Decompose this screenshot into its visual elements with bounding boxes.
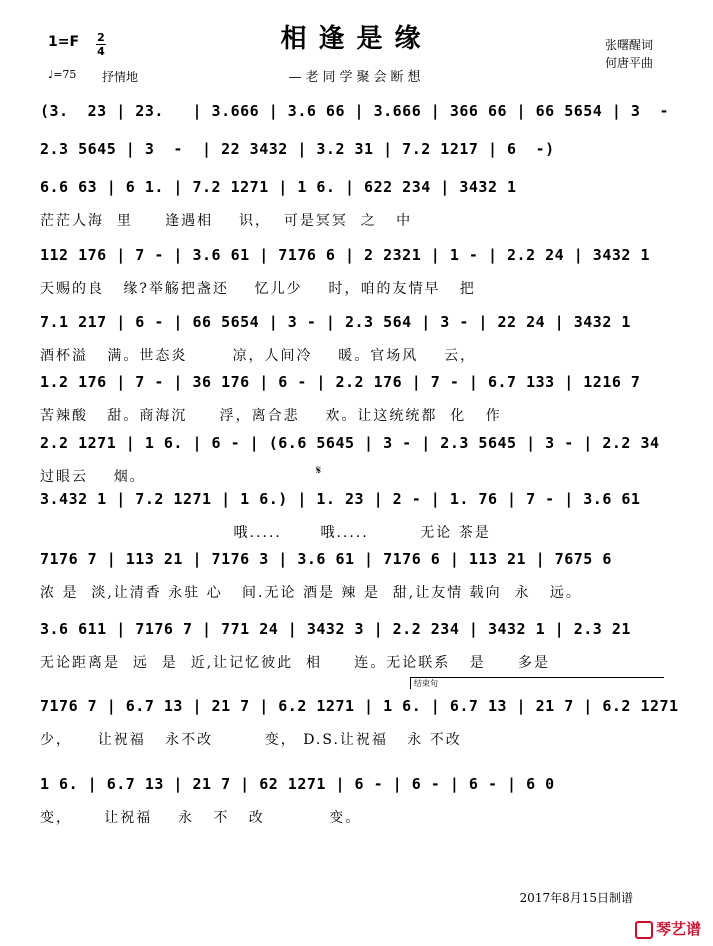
lyric-row: 无论距离是 远 是 近,让记忆彼此 相 连。无论联系 是 多是 xyxy=(40,655,550,671)
tempo-marking: ♩=75 xyxy=(48,68,77,81)
time-signature xyxy=(96,32,106,57)
segno-icon: 𝄋 xyxy=(316,463,322,477)
song-subtitle: —老同学聚会断想 xyxy=(288,70,425,85)
lyric-row: 过眼云 烟。 xyxy=(40,469,146,485)
notation-row: 3.6 611 | 7176 7 | 771 24 | 3432 3 | 2.2 234 | 3432 1 | 2.3 21 xyxy=(40,620,631,638)
notation-row: 6.6 63 | 6 1. | 7.2 1271 | 1 6. | 622 234 | 3432 1 xyxy=(40,178,517,196)
key-signature: 1=F xyxy=(48,34,80,50)
composer: 何唐平曲 xyxy=(604,56,653,70)
transcription-date: 2017年8月15日制谱 xyxy=(519,891,633,905)
coda-bracket: 结束句 xyxy=(410,677,664,689)
notation-row: 2.3 5645 | 3 - | 22 3432 | 3.2 31 | 7.2 1217 | 6 -) xyxy=(40,140,555,158)
notation-row: 112 176 | 7 - | 3.6 61 | 7176 6 | 2 2321 | 1 - | 2.2 24 | 3432 1 xyxy=(40,246,650,264)
notation-row: 1 6. | 6.7 13 | 21 7 | 62 1271 | 6 - | 6 - | 6 - | 6 0 xyxy=(40,775,555,793)
lyric-row: 变， 让祝福 永 不 改 变。 xyxy=(40,810,362,826)
lyricist: 张曙醒词 xyxy=(604,38,653,52)
lyric-row: 天赐的良 缘?举觞把盏还 忆儿少 时，咱的友情早 把 xyxy=(40,281,476,297)
brand-logo xyxy=(635,918,701,939)
credits xyxy=(605,36,653,72)
lyric-row: 茫茫人海 里 逢遇相 识， 可是冥冥 之 中 xyxy=(40,213,413,229)
brand-logo-icon xyxy=(635,921,653,939)
brand-name: 琴艺谱 xyxy=(655,920,701,938)
notation-row: 7.1 217 | 6 - | 66 5654 | 3 - | 2.3 564 | 3 - | 22 24 | 3432 1 xyxy=(40,313,631,331)
lyric-row: 苦辣酸 甜。商海沉 浮，离合悲 欢。让这统统都 化 作 xyxy=(40,408,502,424)
notation-row: 7176 7 | 6.7 13 | 21 7 | 6.2 1271 | 1 6. | 6.7 13 | 21 7 | 6.2 1271 xyxy=(40,697,679,715)
notation-row: 2.2 1271 | 1 6. | 6 - | (6.6 5645 | 3 - | 2.3 5645 | 3 - | 2.2 34 xyxy=(40,434,660,452)
lyric-row: 哦..... 哦..... 无论 茶是 xyxy=(40,525,491,541)
lyric-row: 酒杯溢 满。世态炎 凉，人间冷 暖。官场风 云， xyxy=(40,348,477,364)
notation-row: 7176 7 | 113 21 | 7176 3 | 3.6 61 | 7176 6 | 113 21 | 7675 6 xyxy=(40,550,612,568)
song-title: 相逢是缘 xyxy=(280,24,433,54)
time-sig-numerator: 2 xyxy=(97,31,105,44)
lyric-row: 浓 是 淡,让清香 永驻 心 间.无论 酒是 辣 是 甜,让友情 载向 永 远。 xyxy=(40,585,582,601)
notation-row: 3.432 1 | 7.2 1271 | 1 6.) | 1. 23 | 2 - | 1. 76 | 7 - | 3.6 61 xyxy=(40,490,641,508)
notation-row: 1.2 176 | 7 - | 36 176 | 6 - | 2.2 176 | 7 - | 6.7 133 | 1216 7 xyxy=(40,373,641,391)
expression-marking: 抒情地 xyxy=(102,70,139,84)
notation-row: (3. 23 | 23. | 3.666 | 3.6 66 | 3.666 | 366 66 | 66 5654 | 3 - xyxy=(40,102,670,120)
lyric-row: 少， 让祝福 永不改 变， D.S.让祝福 永 不改 xyxy=(40,732,462,748)
time-sig-denominator: 4 xyxy=(97,45,105,58)
